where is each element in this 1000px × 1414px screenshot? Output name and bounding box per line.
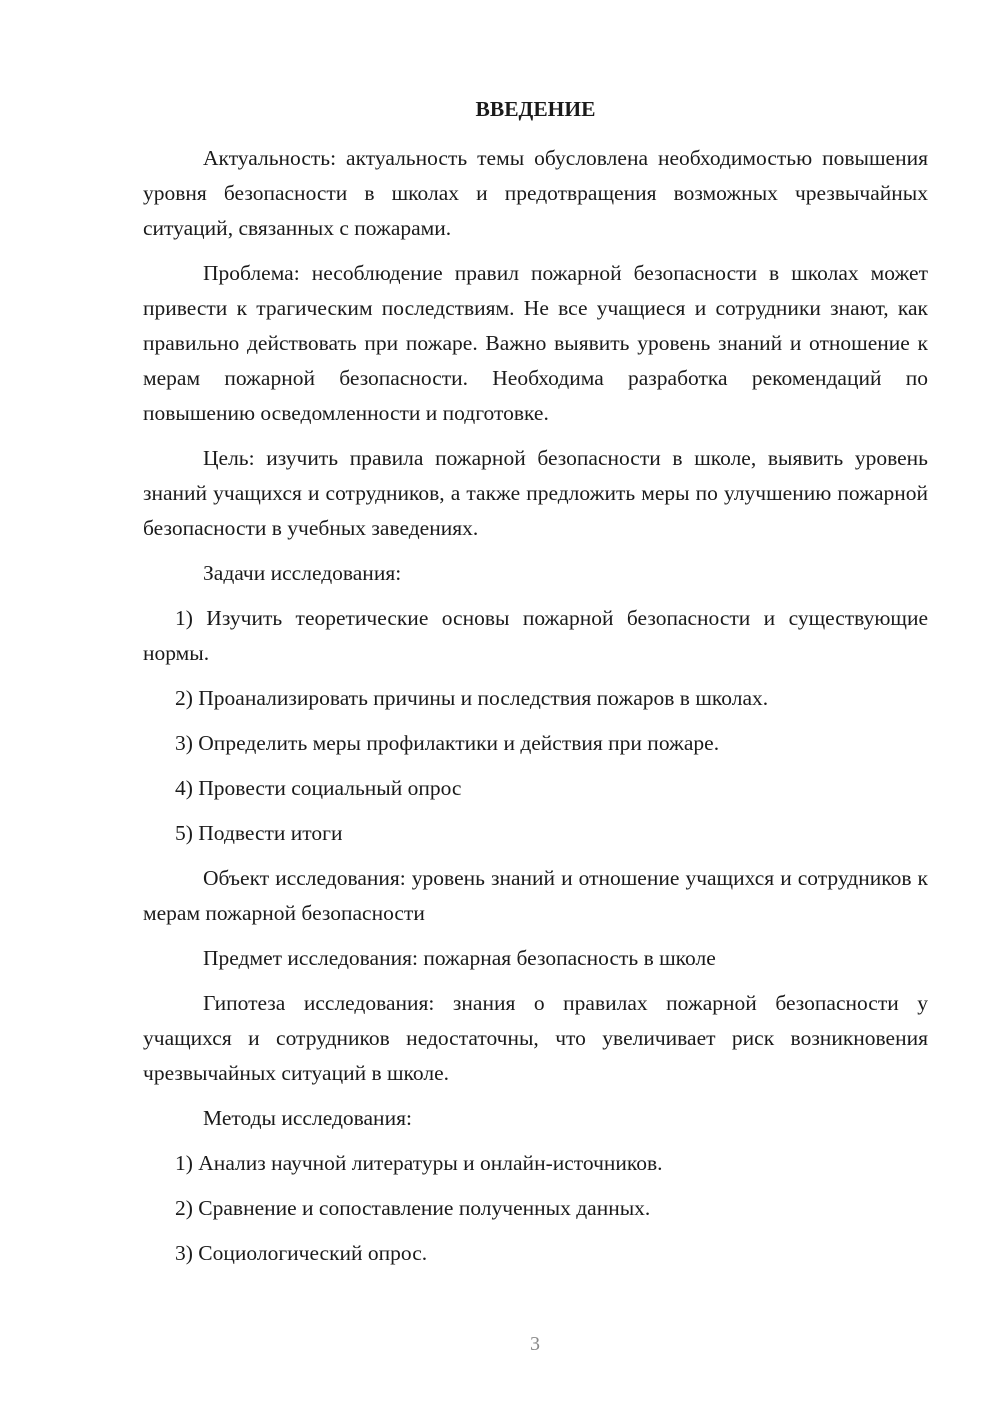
relevance-paragraph: Актуальность: актуальность темы обусловлена необходимостью повышения уровня безопасности в школах и предотвращения возможных чрезвычайных ситуаций, связанных с пожарами. <box>143 146 928 240</box>
task-item-1: 1) Изучить теоретические основы пожарной безопасности и существующие нормы. <box>143 606 928 665</box>
method-item-2: 2) Сравнение и сопоставление полученных данных. <box>175 1196 651 1220</box>
methods-heading: Методы исследования: <box>203 1106 412 1130</box>
page-number: 3 <box>530 1333 540 1355</box>
hypothesis-paragraph: Гипотеза исследования: знания о правилах пожарной безопасности у учащихся и сотрудников недостаточны, что увеличивает риск возникновения чрезвычайных ситуаций в школе. <box>143 991 928 1085</box>
task-item-2: 2) Проанализировать причины и последствия пожаров в школах. <box>175 686 769 710</box>
subject-paragraph: Предмет исследования: пожарная безопасность в школе <box>203 946 716 970</box>
object-paragraph: Объект исследования: уровень знаний и отношение учащихся и сотрудников к мерам пожарной безопасности <box>143 866 928 925</box>
problem-paragraph: Проблема: несоблюдение правил пожарной безопасности в школах может привести к трагическим последствиям. Не все учащиеся и сотрудники знают, как правильно действовать при пожаре. Важно выявить уровень знаний и отношение к мерам пожарной безопасности. Необходима разработка рекомендаций по повышению осведомленности и подготовке. <box>143 261 928 425</box>
method-item-3: 3) Социологический опрос. <box>175 1241 428 1265</box>
goal-paragraph: Цель: изучить правила пожарной безопасности в школе, выявить уровень знаний учащихся и сотрудников, а также предложить меры по улучшению пожарной безопасности в учебных заведениях. <box>143 446 928 540</box>
task-item-5: 5) Подвести итоги <box>175 821 343 845</box>
page-content <box>143 92 928 1281</box>
task-item-4: 4) Провести социальный опрос <box>175 776 462 800</box>
method-item-1: 1) Анализ научной литературы и онлайн-источников. <box>175 1151 663 1175</box>
tasks-heading: Задачи исследования: <box>203 561 402 585</box>
page-title: ВВЕДЕНИЕ <box>475 97 596 121</box>
task-item-3: 3) Определить меры профилактики и действия при пожаре. <box>175 731 720 755</box>
